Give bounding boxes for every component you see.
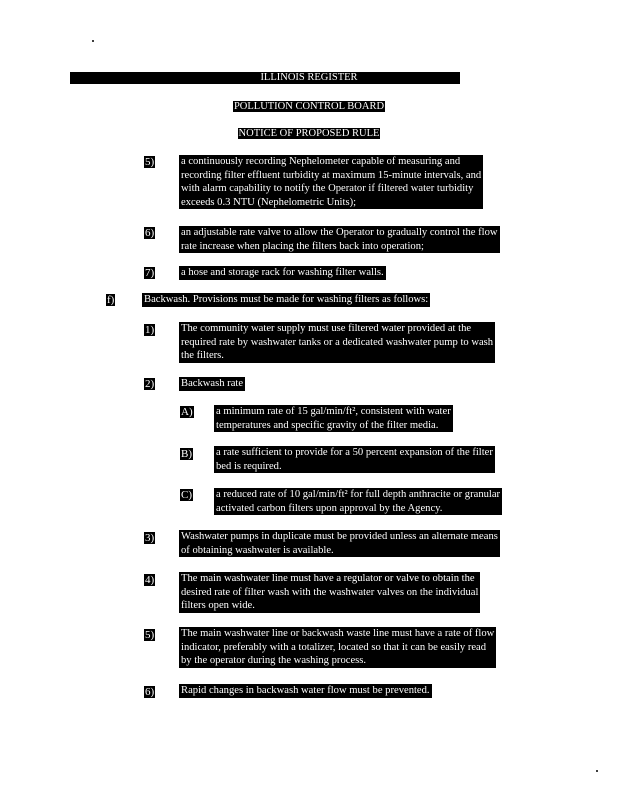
subitem-text: a rate sufficient to provide for a 50 percent expansion of the filter bed is required.	[216, 447, 493, 472]
subitem-letter: C)	[181, 489, 192, 501]
subitem-letter: B)	[181, 448, 192, 460]
item-text: Washwater pumps in duplicate must be provided unless an alternate means of obtaining washwater is available.	[181, 531, 498, 556]
item-number: 7)	[145, 267, 155, 279]
item-text: The main washwater line or backwash waste line must have a rate of flow indicator, preferably with a totalizer, located so that it can be easily read by the operator during the washing process.	[181, 628, 495, 667]
item-text: a hose and storage rack for washing filter walls.	[181, 267, 384, 278]
item-text: The community water supply must use filtered water provided at the required rate by washwater tanks or a dedicated washwater pump to wash the filters.	[181, 323, 494, 362]
board-title: POLLUTION CONTROL BOARD	[233, 101, 385, 112]
item-number: 5)	[145, 629, 155, 641]
item-text: an adjustable rate valve to allow the Operator to gradually control the flow rate increase when placing the filters back into operation;	[181, 227, 498, 252]
item-number: 6)	[145, 686, 155, 698]
section-heading: Backwash. Provisions must be made for washing filters as follows:	[144, 294, 429, 305]
item-text: Rapid changes in backwash water flow must be prevented.	[181, 685, 430, 696]
item-number: 4)	[145, 574, 155, 586]
subitem-text: a reduced rate of 10 gal/min/ft² for full depth anthracite or granular activated carbon filters upon approval by the Agency.	[216, 489, 501, 514]
item-text: The main washwater line must have a regulator or valve to obtain the desired rate of filter wash with the washwater valves on the individual filters open wide.	[181, 573, 479, 612]
register-title: ILLINOIS REGISTER	[260, 72, 358, 83]
scan-speck	[92, 40, 94, 42]
subitem-letter: A)	[181, 406, 193, 418]
subitem-text: a minimum rate of 15 gal/min/ft², consistent with water temperatures and specific gravity of the filter media.	[216, 406, 451, 431]
notice-title: NOTICE OF PROPOSED RULE	[238, 128, 380, 139]
item-number: 5)	[145, 156, 155, 168]
item-number: 6)	[145, 227, 155, 239]
item-text: a continuously recording Nephelometer capable of measuring and recording filter effluent turbidity at maximum 15-minute intervals, and with alarm capability to notify the Operator if filtered water turbidity exceeds 0.3 NTU (Nephelometric Units);	[181, 156, 482, 208]
scan-speck	[596, 770, 598, 772]
item-number: 3)	[145, 532, 155, 544]
section-letter: f)	[107, 294, 115, 306]
item-text: Backwash rate	[181, 378, 244, 389]
item-number: 1)	[145, 324, 155, 336]
item-number: 2)	[145, 378, 155, 390]
